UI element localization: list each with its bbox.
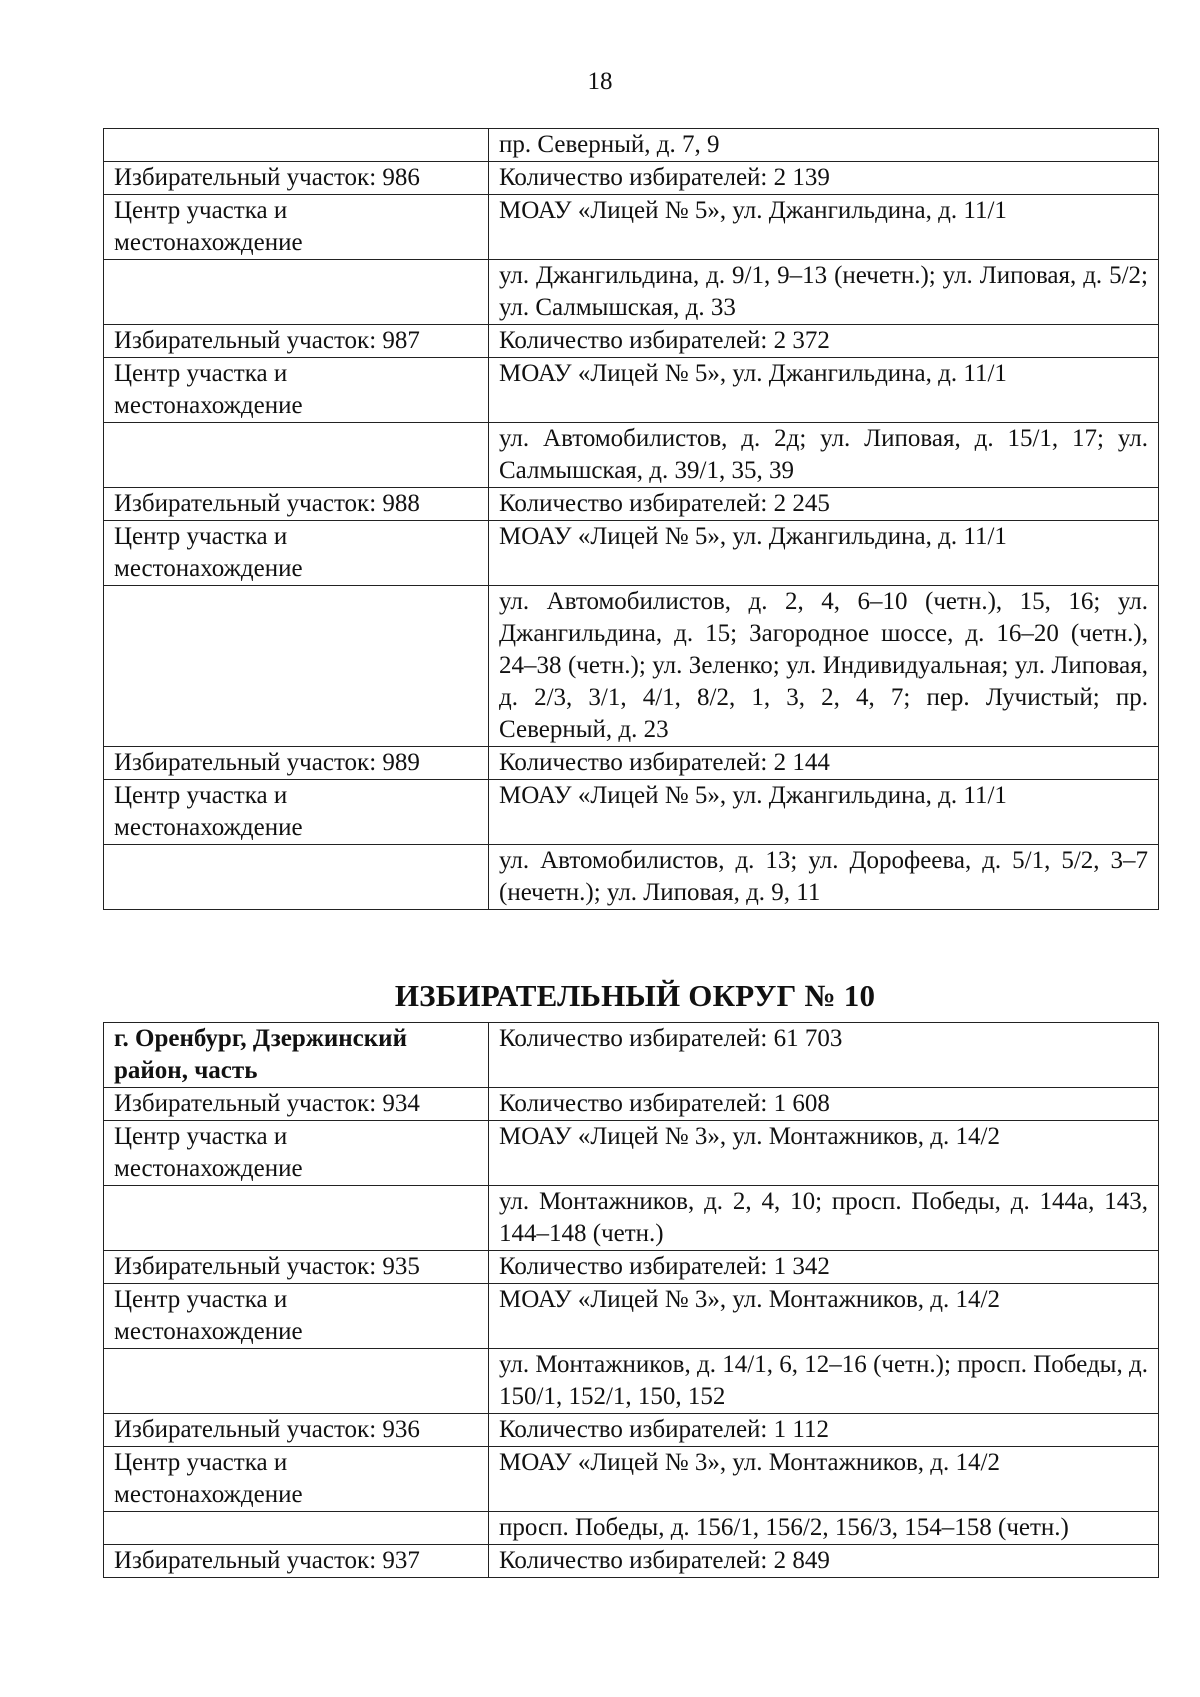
table-cell-label: Центр участка и местонахождение (104, 1284, 489, 1349)
table-cell-value: ул. Джангильдина, д. 9/1, 9–13 (нечетн.); ул. Липовая, д. 5/2; ул. Салмышская, д. 33 (489, 260, 1159, 325)
table-cell-value: Количество избирателей: 2 245 (489, 488, 1159, 521)
polling-stations-table-2 (103, 1022, 1159, 1578)
table-cell-label (104, 423, 489, 488)
table-cell-label: Избирательный участок: 987 (104, 325, 489, 358)
table-row (104, 780, 1159, 845)
table-cell-value: Количество избирателей: 1 608 (489, 1088, 1159, 1121)
table-row (104, 358, 1159, 423)
table-cell-value: МОАУ «Лицей № 5», ул. Джангильдина, д. 11/1 (489, 358, 1159, 423)
table-row (104, 1088, 1159, 1121)
table-cell-value: ул. Автомобилистов, д. 13; ул. Дорофеева, д. 5/1, 5/2, 3–7 (нечетн.); ул. Липовая, д. 9, 11 (489, 845, 1159, 910)
table-row (104, 586, 1159, 747)
table-cell-value: Количество избирателей: 61 703 (489, 1023, 1159, 1088)
table-cell-label: Центр участка и местонахождение (104, 780, 489, 845)
table-row (104, 195, 1159, 260)
table-cell-label: Избирательный участок: 989 (104, 747, 489, 780)
table-cell-label: Центр участка и местонахождение (104, 1447, 489, 1512)
table-row (104, 260, 1159, 325)
table-row (104, 423, 1159, 488)
table-cell-label (104, 129, 489, 162)
table-row (104, 1349, 1159, 1414)
table-cell-label: Центр участка и местонахождение (104, 195, 489, 260)
table-cell-label: Центр участка и местонахождение (104, 521, 489, 586)
table-cell-value: МОАУ «Лицей № 3», ул. Монтажников, д. 14/2 (489, 1284, 1159, 1349)
table-cell-value: Количество избирателей: 2 139 (489, 162, 1159, 195)
table-row (104, 1251, 1159, 1284)
table-row (104, 747, 1159, 780)
table-cell-value: МОАУ «Лицей № 5», ул. Джангильдина, д. 11/1 (489, 195, 1159, 260)
table-row (104, 325, 1159, 358)
district-label: г. Оренбург, Дзержинский район, часть (104, 1023, 489, 1088)
table-row (104, 488, 1159, 521)
table-cell-value: МОАУ «Лицей № 3», ул. Монтажников, д. 14/2 (489, 1447, 1159, 1512)
table-row (104, 129, 1159, 162)
table-row (104, 162, 1159, 195)
table-cell-value: просп. Победы, д. 156/1, 156/2, 156/3, 154–158 (четн.) (489, 1512, 1159, 1545)
table-row (104, 1121, 1159, 1186)
table-cell-label: Избирательный участок: 937 (104, 1545, 489, 1578)
table-cell-value: МОАУ «Лицей № 5», ул. Джангильдина, д. 11/1 (489, 521, 1159, 586)
table-cell-value: ул. Монтажников, д. 2, 4, 10; просп. Победы, д. 144а, 143, 144–148 (четн.) (489, 1186, 1159, 1251)
table-cell-value: пр. Северный, д. 7, 9 (489, 129, 1159, 162)
table-cell-value: ул. Монтажников, д. 14/1, 6, 12–16 (четн.); просп. Победы, д. 150/1, 152/1, 150, 152 (489, 1349, 1159, 1414)
table-row (104, 1186, 1159, 1251)
table-cell-label (104, 586, 489, 747)
table-cell-label: Избирательный участок: 936 (104, 1414, 489, 1447)
table-row (104, 1545, 1159, 1578)
table-cell-label: Избирательный участок: 935 (104, 1251, 489, 1284)
table-cell-label (104, 845, 489, 910)
page-number: 18 (587, 68, 613, 95)
table-cell-value: Количество избирателей: 2 372 (489, 325, 1159, 358)
table-cell-value: Количество избирателей: 1 112 (489, 1414, 1159, 1447)
table-row (104, 845, 1159, 910)
table-row (104, 1284, 1159, 1349)
table-cell-label (104, 1512, 489, 1545)
table-cell-value: ул. Автомобилистов, д. 2д; ул. Липовая, д. 15/1, 17; ул. Салмышская, д. 39/1, 35, 39 (489, 423, 1159, 488)
table-cell-value: ул. Автомобилистов, д. 2, 4, 6–10 (четн.), 15, 16; ул. Джангильдина, д. 15; Загородное шоссе, д. 16–20 (четн.), 24–38 (четн.); ул. Зеленко; ул. Индивидуальная; ул. Липовая, д. 2/3, 3/1, 4/1, 8/2, 1, 3, 2, 4, 7; пер. Лучистый; пр. Северный, д. 23 (489, 586, 1159, 747)
table-cell-label: Центр участка и местонахождение (104, 358, 489, 423)
table-cell-value: МОАУ «Лицей № 5», ул. Джангильдина, д. 11/1 (489, 780, 1159, 845)
table-cell-value: МОАУ «Лицей № 3», ул. Монтажников, д. 14/2 (489, 1121, 1159, 1186)
table-cell-label: Избирательный участок: 986 (104, 162, 489, 195)
table-cell-label: Избирательный участок: 988 (104, 488, 489, 521)
table-cell-label: Избирательный участок: 934 (104, 1088, 489, 1121)
table-row (104, 1447, 1159, 1512)
table-cell-label (104, 260, 489, 325)
table-row (104, 521, 1159, 586)
table-cell-label (104, 1186, 489, 1251)
table-cell-value: Количество избирателей: 1 342 (489, 1251, 1159, 1284)
table-cell-value: Количество избирателей: 2 144 (489, 747, 1159, 780)
table-cell-label (104, 1349, 489, 1414)
table-cell-value: Количество избирателей: 2 849 (489, 1545, 1159, 1578)
table-cell-label: Центр участка и местонахождение (104, 1121, 489, 1186)
table-row (104, 1414, 1159, 1447)
section-heading: ИЗБИРАТЕЛЬНЫЙ ОКРУГ № 10 (394, 978, 876, 1013)
polling-stations-table-1 (103, 128, 1159, 910)
table-row (104, 1512, 1159, 1545)
table-row (104, 1023, 1159, 1088)
